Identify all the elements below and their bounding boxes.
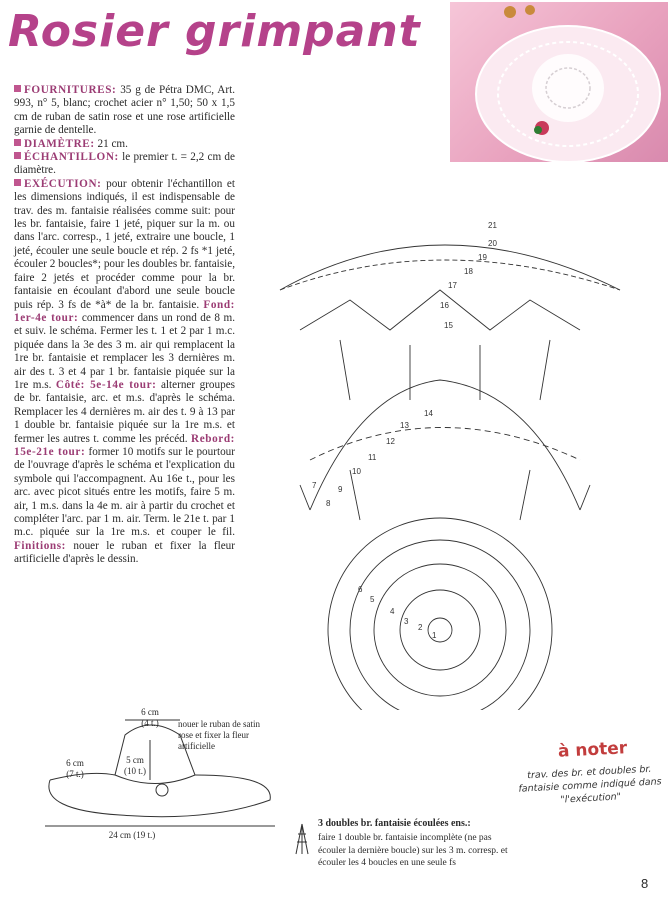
row-number-20: 20 xyxy=(488,239,497,248)
note-heading: à noter xyxy=(557,738,628,762)
hat-ribbon-note: nouer le ruban de satin rose et fixer la fleur artificielle xyxy=(178,719,260,751)
row-number-12: 12 xyxy=(386,437,395,446)
diametre-text: 21 cm. xyxy=(97,137,128,150)
row-number-8: 8 xyxy=(326,499,331,508)
row-number-10: 10 xyxy=(352,467,361,476)
fond-text: commencer dans un rond de 8 m. et suiv. le schéma. Fermer les t. 1 et 2 par 1 m.c. piquée dans la 3e des 3 m. air qui remplacent la 1re br. fantaisie et remplacer les 3 dernières m. air des t. 3 et 4 par 1 br. fantaisie piquée sur la 1re m.s. xyxy=(14,311,235,391)
fournitures-label: FOURNITURES: xyxy=(24,84,117,96)
row-number-4: 4 xyxy=(390,607,395,616)
rebord-label: Rebord: 15e-21e tour: xyxy=(14,432,236,458)
echantillon-label: ÉCHANTILLON: xyxy=(24,151,119,164)
execution-label: EXÉCUTION: xyxy=(24,177,102,190)
row-number-18: 18 xyxy=(464,267,473,276)
row-number-14: 14 xyxy=(424,409,433,418)
row-number-21: 21 xyxy=(488,221,497,230)
fond-label: Fond: 1er-4e tour: xyxy=(14,298,235,324)
row-number-13: 13 xyxy=(400,421,409,430)
row-number-19: 19 xyxy=(478,253,487,262)
finitions-label: Finitions: xyxy=(14,539,67,552)
cote-label: Côté: 5e-14e tour: xyxy=(55,378,157,391)
execution-text: pour obtenir l'échantillon et les dimensions indiqués, il est indispensable de trav. des m. fantaisie réalisées comme suit: pour les br. fantaisie, faire 1 jeté, piquer sur la m. ou dans l'arc. corresp., 1 jeté, extraire une boucle, 1 jeté, écouler une seule boucle et rép. 2 fs *1 jeté, écouler 2 boucles*; pour les doubles br. fantaisie, faire 2 jetés et procéder comme pour la br. fantaisie en écoulant d'abord une seule boucle puis rép. 3 fs de *à* de la br. fantaisie. xyxy=(14,177,235,311)
diametre-label: DIAMÈTRE: xyxy=(24,137,95,150)
row-number-2: 2 xyxy=(418,623,423,632)
row-number-5: 5 xyxy=(370,595,375,604)
cluster-symbol-icon xyxy=(292,822,312,856)
hat-brim-width-cm: 6 cm xyxy=(66,758,84,768)
row-number-6: 6 xyxy=(358,585,363,594)
hat-brim-width xyxy=(55,758,95,780)
row-number-1: 1 xyxy=(432,631,437,640)
cote-text: alterner groupes de br. fantaisie, arc. et m.s. d'après le schéma. Remplacer les 4 dernières m. air des t. 9 à 13 par 1 double br. fantaisie piquée sur la 1re m.s. et fermer les autres t. comme les précéd. xyxy=(14,378,236,445)
hat-crown-height xyxy=(115,755,155,777)
hat-top-width-cm: 6 cm xyxy=(141,707,159,717)
row-number-7: 7 xyxy=(312,481,317,490)
row-number-9: 9 xyxy=(338,485,343,494)
hat-crown-height-rows: (10 t.) xyxy=(124,766,146,776)
hat-photo xyxy=(450,2,668,162)
row-number-3: 3 xyxy=(404,617,409,626)
legend-text: faire 1 double br. fantaisie incomplète (ne pas écouler la dernière boucle) sur les 3 m. corresp. et écouler les 4 boucles en une seule fs xyxy=(318,833,508,868)
crochet-diagram xyxy=(240,210,669,710)
row-number-17: 17 xyxy=(448,281,457,290)
row-number-11: 11 xyxy=(368,453,377,462)
hat-total-width: 24 cm (19 t.) xyxy=(108,830,156,840)
echantillon-text: le premier t. = 2,2 cm de diamètre. xyxy=(14,151,235,177)
hat-crown-height-cm: 5 cm xyxy=(126,755,144,765)
page-title: Rosier grimpant xyxy=(8,6,421,57)
instructions-text xyxy=(14,84,235,567)
finitions-text: nouer le ruban et fixer la fleur artificielle d'après le dessin. xyxy=(14,539,236,566)
rebord-text: former 10 motifs sur le pourtour de l'ouvrage d'après le schéma et l'explication du symbole qui l'accompagnent. Au 16e t., pour les arc. avec picot situés entre les motifs, faire 5 m. air, 1 m.s. dans la 4e m. air à partir du crochet et compléter l'arc. par 1 m. air. Term. le 21e t. par 1 m.c. piquée sur la 1re m.s. et couper le fil. xyxy=(14,445,235,539)
legend-heading: 3 doubles br. fantaisie écoulées ens.: xyxy=(318,818,471,829)
page-number: 8 xyxy=(641,876,649,891)
row-number-16: 16 xyxy=(440,301,449,310)
fournitures-text: 35 g de Pétra DMC, Art. 993, n° 5, blanc; crochet acier n° 1,50; 50 x 1,5 cm de ruban de satin rose et une rose artificielle garnie de dentelle. xyxy=(14,84,235,137)
hat-top-width-rows: (4 t.) xyxy=(141,718,159,728)
note-body: trav. des br. et doubles br. fantaisie comme indiqué dans "l'exécution" xyxy=(518,763,662,806)
hat-brim-width-rows: (7 t.) xyxy=(66,769,84,779)
hat-top-width xyxy=(130,707,170,729)
row-number-15: 15 xyxy=(444,321,453,330)
